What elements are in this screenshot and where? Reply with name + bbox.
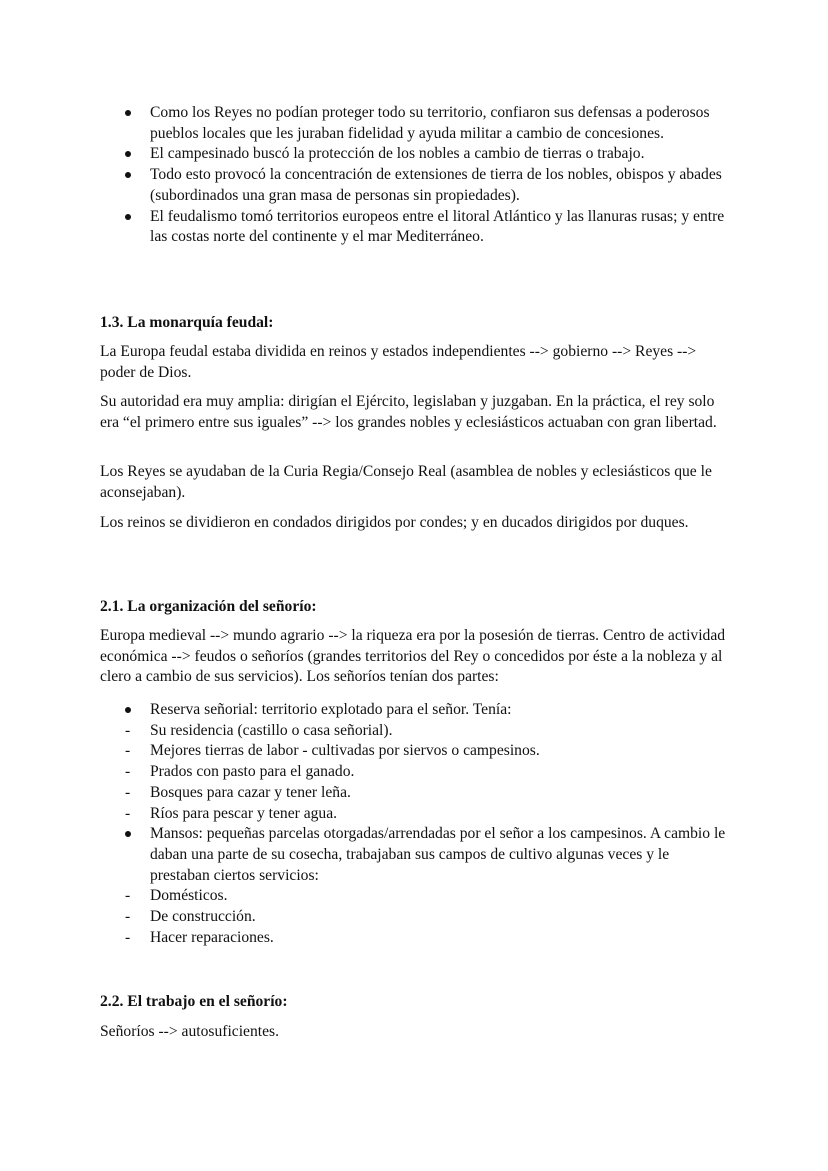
list-item: De construcción. (150, 908, 256, 926)
section-trabajo-senorio (100, 992, 728, 1013)
list-item: Domésticos. (150, 887, 228, 905)
paragraph: Los Reyes se ayudaban de la Curia Regia/Consejo Real (asamblea de nobles y eclesiásticos que le aconsejaban). (100, 463, 712, 501)
list-item: Bosques para cazar y tener leña. (150, 783, 351, 801)
section-monarquia-feudal (100, 313, 728, 334)
section-heading: 2.2. El trabajo en el señorío: (100, 993, 288, 1010)
paragraph: Su autoridad era muy amplia: dirigían el Ejército, legislaban y juzgaban. En la práctica, el rey solo era “el primero entre sus iguales” --> los grandes nobles y eclesiásticos actuaban con gran libertad. (100, 393, 717, 431)
senorio-parts-list (0, 700, 828, 948)
list-item: Prados con pasto para el ganado. (150, 763, 355, 781)
list-item: Como los Reyes no podían proteger todo su territorio, confiaron sus defensas a poderosos pueblos locales que les juraban fidelidad y ayuda militar a cambio de concesiones. (150, 104, 710, 142)
list-item: Hacer reparaciones. (150, 928, 274, 946)
intro-bullet-list (0, 103, 828, 248)
list-item: Ríos para pescar y tener agua. (150, 804, 338, 822)
section-heading: 2.1. La organización del señorío: (100, 598, 317, 615)
list-item: Su residencia (castillo o casa señorial). (150, 721, 393, 739)
list-item: Reserva señorial: territorio explotado para el señor. Tenía: (150, 701, 512, 718)
paragraph: Europa medieval --> mundo agrario --> la riqueza era por la posesión de tierras. Centro de actividad económica --> feudos o señoríos (grandes territorios del Rey o concedidos por éste a la nobleza y al clero a cambio de sus servicios). Los señoríos tenían dos partes: (100, 627, 726, 686)
list-item: Mansos: pequeñas parcelas otorgadas/arrendadas por el señor a los campesinos. A cambio le daban una parte de su cosecha, trabajaban sus campos de cultivo algunas veces y le prestaban ciertos servicios: (150, 825, 726, 884)
list-item: El campesinado buscó la protección de los nobles a cambio de tierras o trabajo. (150, 145, 645, 163)
list-item: Mejores tierras de labor - cultivadas por siervos o campesinos. (150, 742, 540, 760)
section-heading: 1.3. La monarquía feudal: (100, 314, 274, 331)
section-organizacion-senorio (100, 597, 728, 618)
paragraph: La Europa feudal estaba dividida en reinos y estados independientes --> gobierno --> Reyes --> poder de Dios. (100, 343, 697, 381)
paragraph: Señoríos --> autosuficientes. (100, 1023, 279, 1040)
list-item: Todo esto provocó la concentración de extensiones de tierra de los nobles, obispos y abades (subordinados una gran masa de personas sin propiedades). (150, 166, 722, 204)
paragraph: Los reinos se dividieron en condados dirigidos por condes; y en ducados dirigidos por duques. (100, 514, 689, 531)
list-item: El feudalismo tomó territorios europeos entre el litoral Atlántico y las llanuras rusas; y entre las costas norte del continente y el mar Mediterráneo. (150, 207, 725, 246)
